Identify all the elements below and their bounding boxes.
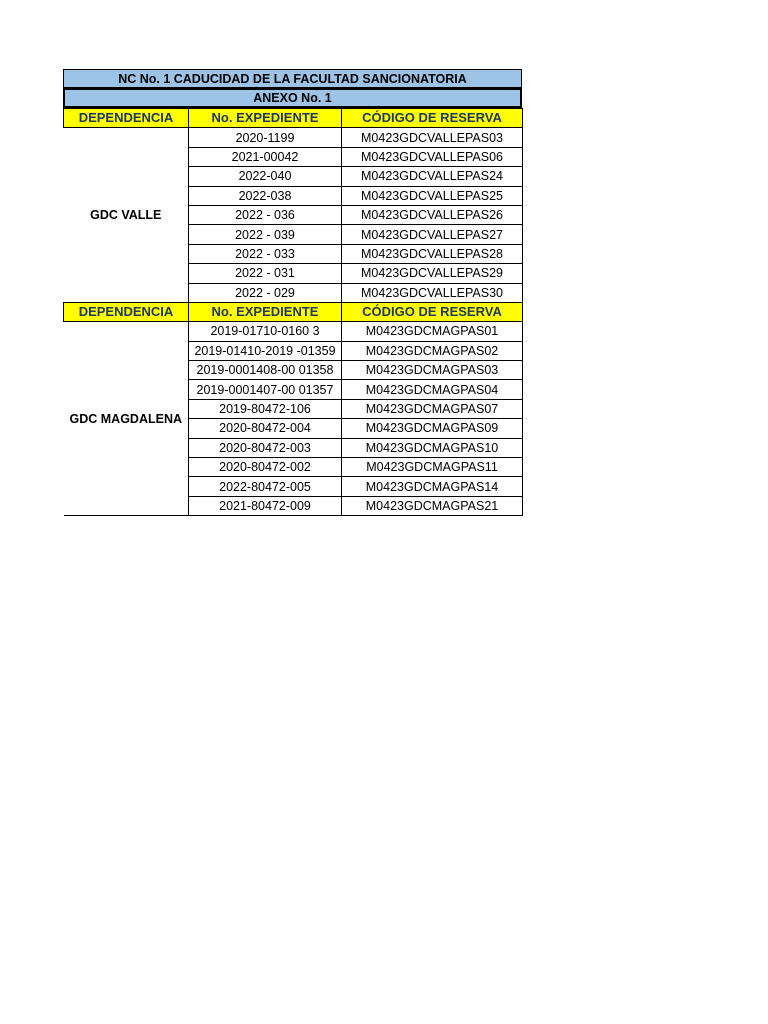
codigo-cell: M0423GDCMAGPAS21 <box>342 496 523 515</box>
codigo-cell: M0423GDCMAGPAS02 <box>342 341 523 360</box>
codigo-cell: M0423GDCMAGPAS01 <box>342 322 523 341</box>
expediente-cell: 2019-0001407-00 01357 <box>189 380 342 399</box>
codigo-cell: M0423GDCMAGPAS09 <box>342 419 523 438</box>
codigo-cell: M0423GDCMAGPAS14 <box>342 477 523 496</box>
expediente-cell: 2019-01410-2019 -01359 <box>189 341 342 360</box>
expediente-cell: 2021-80472-009 <box>189 496 342 515</box>
codigo-cell: M0423GDCMAGPAS11 <box>342 458 523 477</box>
codigo-cell: M0423GDCVALLEPAS29 <box>342 264 523 283</box>
expediente-cell: 2019-01710-0160 3 <box>189 322 342 341</box>
dependencia-cell: GDC VALLE <box>64 128 189 303</box>
codigo-cell: M0423GDCMAGPAS10 <box>342 438 523 457</box>
annex-title: ANEXO No. 1 <box>63 88 522 108</box>
expediente-cell: 2019-80472-106 <box>189 399 342 418</box>
header-row <box>64 109 523 128</box>
expediente-cell: 2022-040 <box>189 167 342 186</box>
codigo-cell: M0423GDCVALLEPAS06 <box>342 147 523 166</box>
annex-table <box>63 108 523 516</box>
header-expediente: No. EXPEDIENTE <box>189 109 342 128</box>
header-codigo: CÓDIGO DE RESERVA <box>342 109 523 128</box>
table-row <box>64 128 523 147</box>
codigo-cell: M0423GDCVALLEPAS27 <box>342 225 523 244</box>
header-expediente: No. EXPEDIENTE <box>189 302 342 321</box>
expediente-cell: 2022-038 <box>189 186 342 205</box>
codigo-cell: M0423GDCVALLEPAS03 <box>342 128 523 147</box>
expediente-cell: 2020-80472-002 <box>189 458 342 477</box>
header-dependencia: DEPENDENCIA <box>64 109 189 128</box>
dependencia-cell: GDC MAGDALENA <box>64 322 189 516</box>
expediente-cell: 2022 - 029 <box>189 283 342 302</box>
expediente-cell: 2022 - 031 <box>189 264 342 283</box>
expediente-cell: 2019-0001408-00 01358 <box>189 361 342 380</box>
expediente-cell: 2022 - 039 <box>189 225 342 244</box>
expediente-cell: 2021-00042 <box>189 147 342 166</box>
codigo-cell: M0423GDCMAGPAS07 <box>342 399 523 418</box>
codigo-cell: M0423GDCVALLEPAS24 <box>342 167 523 186</box>
expediente-cell: 2022 - 036 <box>189 205 342 224</box>
codigo-cell: M0423GDCMAGPAS04 <box>342 380 523 399</box>
codigo-cell: M0423GDCVALLEPAS30 <box>342 283 523 302</box>
codigo-cell: M0423GDCVALLEPAS25 <box>342 186 523 205</box>
header-dependencia: DEPENDENCIA <box>64 302 189 321</box>
codigo-cell: M0423GDCVALLEPAS28 <box>342 244 523 263</box>
expediente-cell: 2020-80472-003 <box>189 438 342 457</box>
header-row <box>64 302 523 321</box>
codigo-cell: M0423GDCMAGPAS03 <box>342 361 523 380</box>
sheet-title: NC No. 1 CADUCIDAD DE LA FACULTAD SANCIONATORIA <box>63 69 522 88</box>
codigo-cell: M0423GDCVALLEPAS26 <box>342 205 523 224</box>
expediente-cell: 2020-80472-004 <box>189 419 342 438</box>
expediente-cell: 2020-1199 <box>189 128 342 147</box>
header-codigo: CÓDIGO DE RESERVA <box>342 302 523 321</box>
expediente-cell: 2022-80472-005 <box>189 477 342 496</box>
table-row <box>64 322 523 341</box>
expediente-cell: 2022 - 033 <box>189 244 342 263</box>
spreadsheet-annex <box>63 69 522 516</box>
